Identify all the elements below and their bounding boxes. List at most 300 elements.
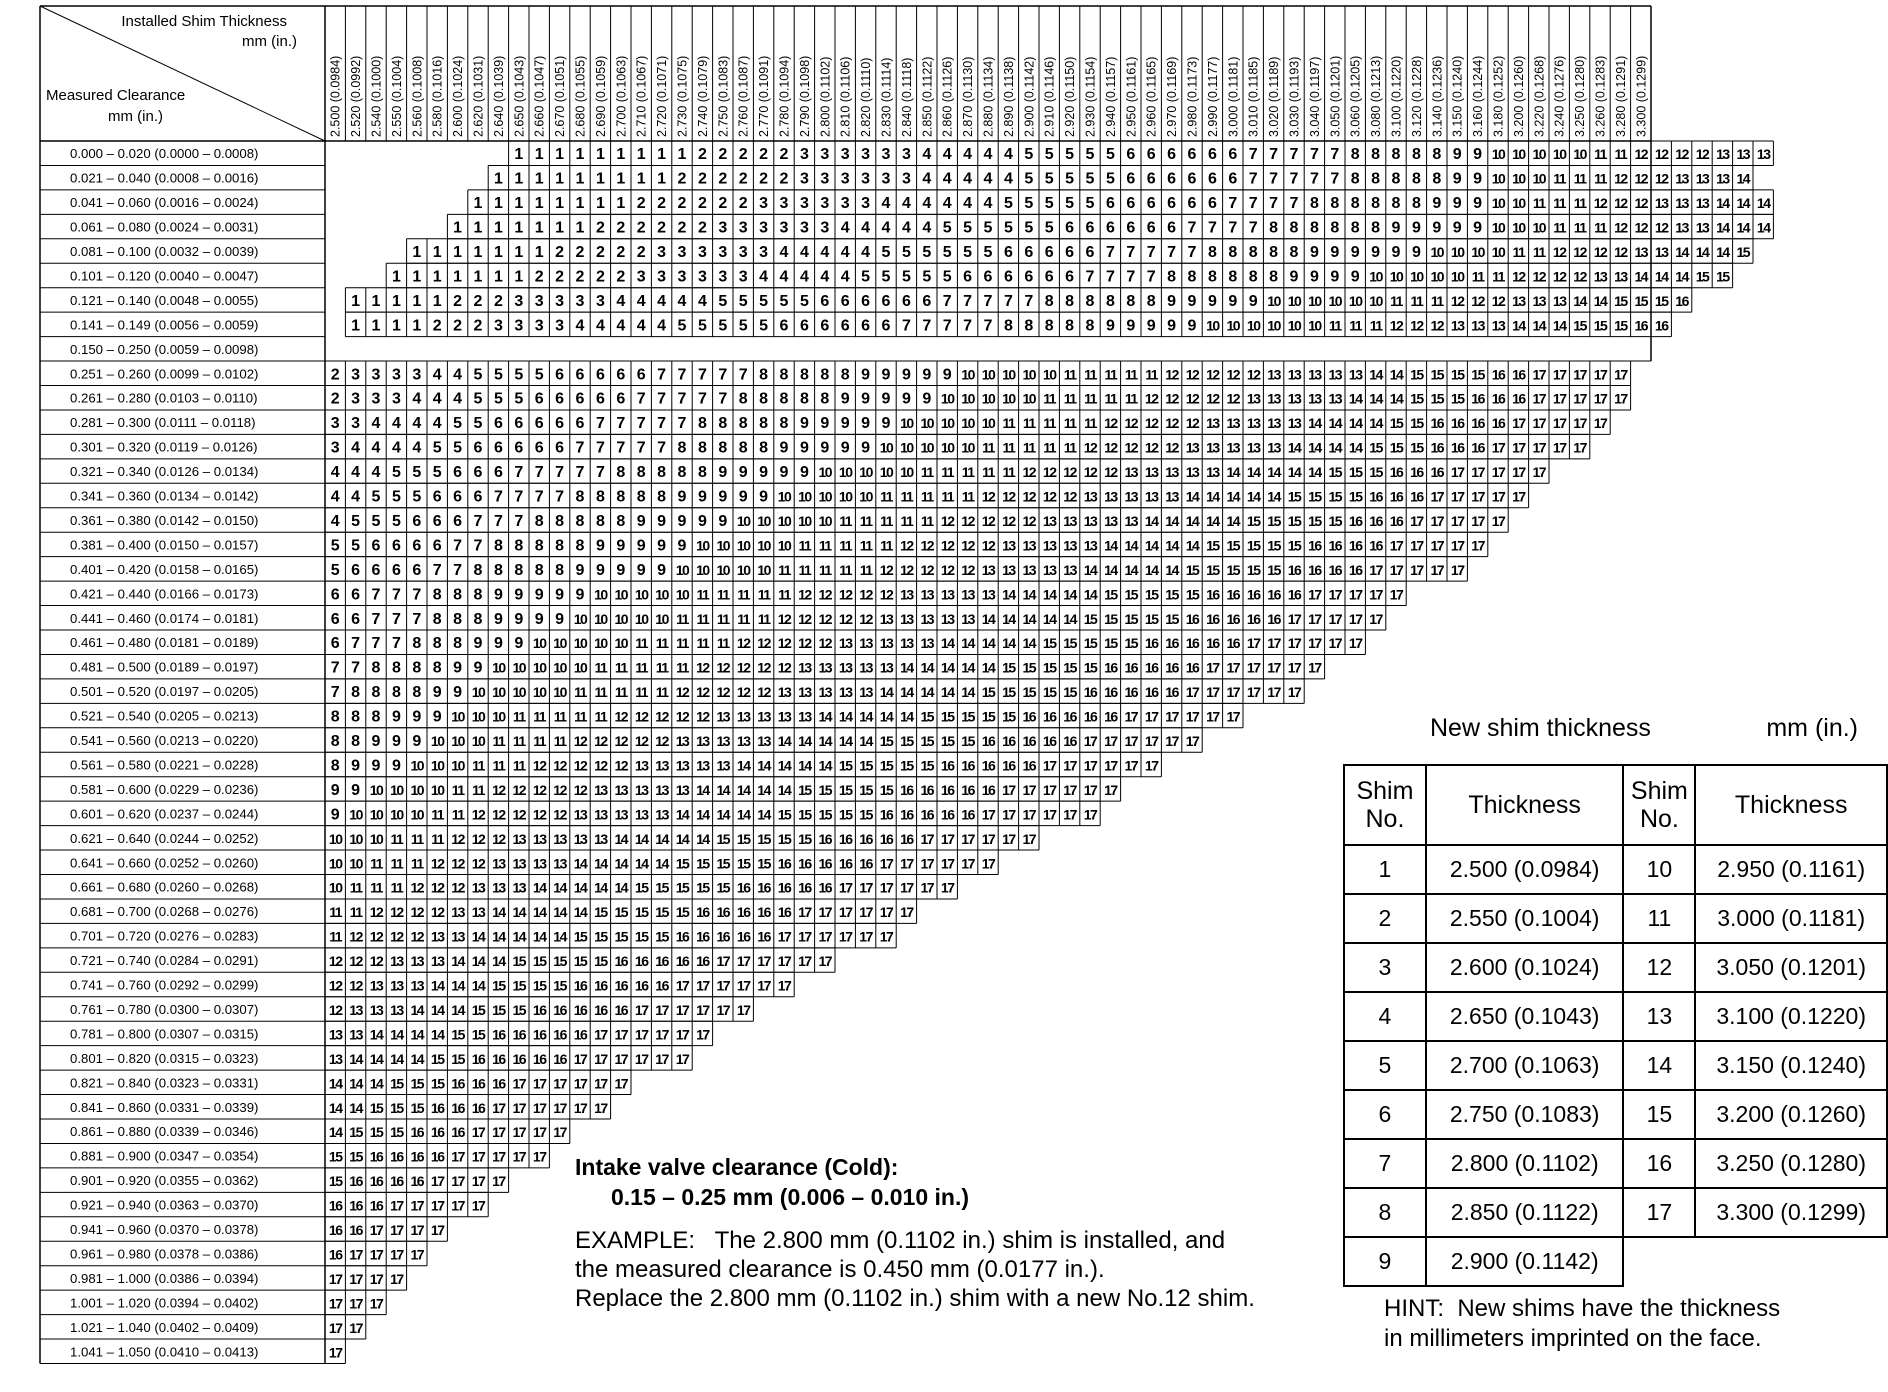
shim-cell-value: 8 xyxy=(697,464,707,482)
shim-cell-value: 13 xyxy=(1124,464,1138,481)
shim-cell-value: 17 xyxy=(900,904,913,921)
shim-cell-value: 14 xyxy=(532,879,546,896)
shim-cell-value: 16 xyxy=(859,830,872,847)
shim-cell-value: 11 xyxy=(655,635,668,652)
shim-cell-value: 16 xyxy=(838,830,852,847)
measured-clearance-label: 0.101 – 0.120 (0.0040 – 0.0047) xyxy=(70,268,259,284)
shim-cell-value: 10 xyxy=(1348,292,1362,309)
shim-cell-value: 12 xyxy=(920,561,934,578)
shim-cell-value: 13 xyxy=(1165,464,1178,481)
shim-cell-value: 14 xyxy=(777,757,791,774)
shim-cell-value: 9 xyxy=(1391,244,1401,262)
shim-cell-value: 13 xyxy=(1042,537,1056,554)
shim-cell-value: 16 xyxy=(675,953,689,970)
shim-cell-value: 14 xyxy=(940,684,954,701)
shim-no-2: 14 xyxy=(1623,1041,1695,1090)
shim-cell-value: 8 xyxy=(799,390,809,408)
shim-cell-value: 13 xyxy=(1328,390,1342,407)
measured-clearance-label: 0.141 – 0.149 (0.0056 – 0.0059) xyxy=(70,317,259,333)
shim-cell-value: 17 xyxy=(1450,464,1464,481)
shim-cell-value: 3 xyxy=(840,195,850,213)
shim-cell-value: 14 xyxy=(471,977,485,994)
shim-cell-value: 13 xyxy=(1348,366,1362,383)
shim-cell-value: 13 xyxy=(736,733,750,750)
shim-cell-value: 11 xyxy=(920,488,933,505)
shim-cell-value: 16 xyxy=(1226,635,1240,652)
shim-cell-value: 13 xyxy=(594,781,607,798)
shim-cell-value: 17 xyxy=(696,1026,709,1043)
shim-cell-value: 6 xyxy=(514,439,524,457)
shim-cell-value: 9 xyxy=(555,610,565,628)
shim-cell-value: 10 xyxy=(1389,268,1403,285)
shim-cell-value: 15 xyxy=(1124,586,1138,603)
shim-cell-value: 17 xyxy=(1348,635,1362,652)
shim-cell-value: 6 xyxy=(1207,146,1217,164)
shim-cell-value: 13 xyxy=(349,1001,362,1018)
shim-cell-value: 12 xyxy=(1124,439,1138,456)
shim-cell-value: 7 xyxy=(1289,195,1299,213)
installed-thickness-header: 3.100 (0.1220) xyxy=(1389,55,1404,137)
shim-cell-value: 7 xyxy=(391,586,401,604)
shim-cell-value: 14 xyxy=(349,1050,362,1067)
shim-cell-value: 13 xyxy=(1634,244,1648,261)
shim-cell-value: 3 xyxy=(677,268,687,286)
shim-cell-value: 6 xyxy=(555,415,565,433)
shim-cell-value: 2 xyxy=(432,317,442,335)
shim-cell-value: 8 xyxy=(738,390,748,408)
shim-cell-value: 17 xyxy=(1042,781,1056,798)
shim-cell-value: 4 xyxy=(330,488,340,506)
shim-cell-value: 1 xyxy=(595,195,605,213)
shim-cell-value: 1 xyxy=(371,317,381,335)
shim-cell-value: 4 xyxy=(901,219,911,237)
shim-cell-value: 16 xyxy=(369,1197,383,1214)
shim-cell-value: 9 xyxy=(1432,219,1442,237)
shim-cell-value: 12 xyxy=(981,512,995,529)
shim-cell-value: 11 xyxy=(961,488,974,505)
shim-cell-value: 17 xyxy=(410,1197,424,1214)
shim-cell-value: 14 xyxy=(757,806,770,823)
shim-cell-value: 8 xyxy=(534,537,544,555)
shim-cell-value: 13 xyxy=(920,635,934,652)
shim-cell-value: 1 xyxy=(616,146,626,164)
shim-cell-value: 11 xyxy=(818,537,831,554)
shim-cell-value: 13 xyxy=(573,806,587,823)
shim-cell-value: 8 xyxy=(453,610,463,628)
measured-clearance-label: 0.021 – 0.040 (0.0008 – 0.0016) xyxy=(70,170,259,186)
shim-cell-value: 17 xyxy=(961,855,974,872)
shim-cell-value: 14 xyxy=(512,904,526,921)
shim-cell-value: 11 xyxy=(696,610,709,627)
shim-cell-value: 17 xyxy=(1124,733,1138,750)
shim-cell-value: 1 xyxy=(391,317,401,335)
shim-cell-value: 9 xyxy=(718,488,728,506)
shim-cell-value: 17 xyxy=(1144,708,1158,725)
shim-cell-value: 9 xyxy=(493,610,503,628)
shim-cell-value: 17 xyxy=(757,977,770,994)
shim-cell-value: 12 xyxy=(777,635,791,652)
shim-cell-value: 3 xyxy=(779,219,789,237)
shim-cell-value: 11 xyxy=(512,708,525,725)
shim-cell-value: 17 xyxy=(1614,366,1627,383)
shim-cell-value: 16 xyxy=(1450,439,1464,456)
shim-cell-value: 15 xyxy=(736,830,750,847)
shim-cell-value: 4 xyxy=(983,146,993,164)
shim-cell-value: 13 xyxy=(553,855,566,872)
shim-cell-value: 13 xyxy=(879,610,893,627)
shim-cell-value: 6 xyxy=(861,292,871,310)
shim-cell-value: 16 xyxy=(594,977,607,994)
shim-cell-value: 6 xyxy=(473,464,483,482)
shim-cell-value: 4 xyxy=(840,219,850,237)
shim-cell-value: 16 xyxy=(1389,512,1403,529)
shim-cell-value: 15 xyxy=(655,904,668,921)
shim-cell-value: 11 xyxy=(614,684,627,701)
shim-cell-value: 11 xyxy=(1104,366,1117,383)
shim-cell-value: 17 xyxy=(1512,439,1525,456)
shim-cell-value: 16 xyxy=(634,977,648,994)
shim-cell-value: 11 xyxy=(492,757,505,774)
shim-cell-value: 6 xyxy=(432,488,442,506)
shim-cell-value: 12 xyxy=(492,781,505,798)
shim-cell-value: 5 xyxy=(1003,195,1013,213)
shim-cell-value: 12 xyxy=(1634,146,1648,163)
shim-cell-value: 2 xyxy=(453,317,463,335)
shim-cell-value: 8 xyxy=(820,366,830,384)
shim-cell-value: 8 xyxy=(636,488,646,506)
shim-cell-value: 8 xyxy=(371,708,381,726)
shim-cell-value: 10 xyxy=(1471,244,1484,261)
shim-cell-value: 1 xyxy=(616,195,626,213)
shim-cell-value: 14 xyxy=(1736,170,1750,187)
installed-thickness-header: 2.980 (0.1173) xyxy=(1185,56,1200,137)
shim-cell-value: 14 xyxy=(1573,292,1586,309)
shim-cell-value: 4 xyxy=(942,146,952,164)
shim-cell-value: 16 xyxy=(716,928,730,945)
shim-cell-value: 13 xyxy=(1165,488,1178,505)
shim-cell-value: 15 xyxy=(1389,415,1403,432)
shim-cell-value: 11 xyxy=(472,757,484,774)
shim-cell-value: 9 xyxy=(861,390,871,408)
shim-cell-value: 7 xyxy=(1105,244,1115,262)
shim-cell-value: 7 xyxy=(555,488,565,506)
shim-cell-value: 17 xyxy=(961,830,974,847)
shim-cell-value: 16 xyxy=(1267,610,1280,627)
shim-cell-value: 8 xyxy=(1085,292,1095,310)
shim-cell-value: 10 xyxy=(410,806,424,823)
shim-cell-value: 10 xyxy=(1410,268,1423,285)
shim-cell-value: 15 xyxy=(1022,684,1036,701)
shim-cell-value: 6 xyxy=(1228,146,1238,164)
shim-cell-value: 10 xyxy=(328,879,342,896)
shim-cell-value: 16 xyxy=(1389,488,1403,505)
shim-cell-value: 17 xyxy=(369,1246,383,1263)
shim-cell-value: 12 xyxy=(614,733,628,750)
shim-cell-value: 10 xyxy=(512,684,526,701)
shim-cell-value: 17 xyxy=(655,1001,668,1018)
shim-cell-value: 9 xyxy=(738,464,748,482)
shim-cell-value: 14 xyxy=(1144,512,1158,529)
shim-cell-value: 14 xyxy=(798,733,811,750)
shim-cell-value: 10 xyxy=(410,757,424,774)
shim-cell-value: 17 xyxy=(1104,757,1117,774)
shim-cell-value: 13 xyxy=(1206,415,1219,432)
shim-cell-value: 11 xyxy=(1043,390,1056,407)
shim-cell-value: 17 xyxy=(1389,561,1403,578)
shim-cell-value: 14 xyxy=(1185,512,1199,529)
shim-cell-value: 5 xyxy=(1024,170,1034,188)
shim-cell-value: 16 xyxy=(390,1148,403,1165)
shim-no: 5 xyxy=(1344,1041,1426,1090)
shim-cell-value: 10 xyxy=(614,610,628,627)
shim-cell-value: 8 xyxy=(1371,146,1381,164)
installed-thickness-header: 2.790 (0.1098) xyxy=(797,55,812,137)
shim-cell-value: 12 xyxy=(1471,292,1484,309)
shim-cell-value: 12 xyxy=(1104,464,1117,481)
installed-thickness-header: 2.740 (0.1079) xyxy=(695,55,710,137)
shim-cell-value: 14 xyxy=(328,1124,342,1141)
shim-cell-value: 16 xyxy=(553,1050,566,1067)
shim-cell-value: 14 xyxy=(532,904,546,921)
shim-cell-value: 12 xyxy=(410,904,424,921)
shim-cell-value: 1 xyxy=(595,170,605,188)
shim-cell-value: 15 xyxy=(1450,390,1464,407)
shim-cell-value: 3 xyxy=(697,244,707,262)
shim-cell-value: 8 xyxy=(595,488,605,506)
shim-cell-value: 9 xyxy=(514,610,524,628)
shim-no-2: 10 xyxy=(1623,845,1695,894)
shim-cell-value: 12 xyxy=(1430,317,1444,334)
measured-clearance-label: 0.661 – 0.680 (0.0260 – 0.0268) xyxy=(70,879,259,895)
shim-cell-value: 4 xyxy=(351,439,361,457)
shim-cell-value: 15 xyxy=(859,781,872,798)
shim-cell-value: 11 xyxy=(370,879,382,896)
shim-cell-value: 10 xyxy=(1308,317,1321,334)
measured-clearance-label: 0.541 – 0.560 (0.0213 – 0.0220) xyxy=(70,733,259,749)
installed-thickness-header: 2.800 (0.1102) xyxy=(818,56,833,137)
shim-cell-value: 3 xyxy=(555,317,565,335)
shim-cell-value: 16 xyxy=(349,1222,362,1239)
shim-cell-value: 14 xyxy=(1756,195,1770,212)
shim-cell-value: 12 xyxy=(1165,439,1178,456)
shim-cell-value: 8 xyxy=(820,390,830,408)
shim-cell-value: 16 xyxy=(900,781,913,798)
shim-cell-value: 16 xyxy=(492,1050,505,1067)
shim-cell-value: 4 xyxy=(942,195,952,213)
shim-cell-value: 15 xyxy=(1614,317,1627,334)
shim-cell-value: 5 xyxy=(1085,170,1095,188)
shim-cell-value: 17 xyxy=(1287,659,1301,676)
hint-line-2: in millimeters imprinted on the face. xyxy=(1384,1325,1762,1352)
installed-thickness-header: 2.750 (0.1083) xyxy=(716,55,731,137)
measured-clearance-label: 0.601 – 0.620 (0.0237 – 0.0244) xyxy=(70,806,259,822)
shim-cell-value: 11 xyxy=(1022,415,1035,432)
shim-cell-value: 12 xyxy=(1654,170,1668,187)
shim-cell-value: 4 xyxy=(881,219,891,237)
shim-cell-value: 16 xyxy=(369,1148,383,1165)
shim-cell-value: 17 xyxy=(328,1344,342,1361)
measured-clearance-label: 0.921 – 0.940 (0.0363 – 0.0370) xyxy=(70,1197,259,1213)
installed-thickness-header: 2.920 (0.1150) xyxy=(1063,56,1078,137)
shim-cell-value: 17 xyxy=(920,830,934,847)
shim-cell-value: 10 xyxy=(614,586,628,603)
shim-cell-value: 10 xyxy=(1491,244,1505,261)
shim-cell-value: 13 xyxy=(1246,415,1260,432)
shim-cell-value: 16 xyxy=(1491,415,1505,432)
shim-cell-value: 6 xyxy=(473,488,483,506)
shim-cell-value: 6 xyxy=(616,390,626,408)
shim-cell-value: 13 xyxy=(757,708,770,725)
shim-cell-value: 12 xyxy=(1104,439,1117,456)
shim-cell-value: 12 xyxy=(471,830,485,847)
shim-cell-value: 13 xyxy=(920,610,934,627)
shim-cell-value: 8 xyxy=(616,488,626,506)
shim-cell-value: 11 xyxy=(676,635,688,652)
shim-cell-value: 15 xyxy=(369,1099,383,1116)
shim-cell-value: 16 xyxy=(1348,512,1362,529)
shim-cell-value: 8 xyxy=(1269,268,1279,286)
shim-cell-value: 12 xyxy=(471,806,485,823)
shim-cell-value: 8 xyxy=(779,390,789,408)
shim-cell-value: 17 xyxy=(1552,415,1566,432)
shim-cell-value: 5 xyxy=(391,512,401,530)
shim-cell-value: 12 xyxy=(757,635,770,652)
measured-clearance-label: 0.761 – 0.780 (0.0300 – 0.0307) xyxy=(70,1001,259,1017)
shim-cell-value: 14 xyxy=(981,659,995,676)
shim-cell-value: 9 xyxy=(881,415,891,433)
shim-cell-value: 8 xyxy=(677,464,687,482)
shim-cell-value: 12 xyxy=(614,757,628,774)
shim-cell-value: 3 xyxy=(697,268,707,286)
shim-cell-value: 2 xyxy=(555,268,565,286)
shim-cell-value: 17 xyxy=(614,1050,628,1067)
shim-cell-value: 16 xyxy=(1634,317,1648,334)
shim-cell-value: 12 xyxy=(736,684,750,701)
shim-cell-value: 15 xyxy=(594,928,607,945)
shim-cell-value: 5 xyxy=(881,244,891,262)
shim-cell-value: 14 xyxy=(1287,439,1301,456)
shim-cell-value: 1 xyxy=(391,292,401,310)
shim-cell-value: 14 xyxy=(798,757,811,774)
shim-cell-value: 16 xyxy=(1083,708,1097,725)
shim-cell-value: 4 xyxy=(351,488,361,506)
shim-cell-value: 15 xyxy=(675,879,689,896)
shim-cell-value: 12 xyxy=(1185,415,1199,432)
shim-cell-value: 4 xyxy=(881,195,891,213)
shim-cell-value: 10 xyxy=(512,659,526,676)
shim-cell-value: 7 xyxy=(677,390,687,408)
shim-cell-value: 17 xyxy=(900,855,913,872)
shim-cell-value: 15 xyxy=(859,757,872,774)
shim-cell-value: 17 xyxy=(777,953,791,970)
shim-cell-value: 7 xyxy=(983,292,993,310)
shim-cell-value: 15 xyxy=(1165,586,1178,603)
shim-cell-value: 6 xyxy=(1207,195,1217,213)
shim-cell-value: 5 xyxy=(799,292,809,310)
shim-cell-value: 17 xyxy=(940,830,954,847)
shim-cell-value: 3 xyxy=(657,268,667,286)
shim-cell-value: 13 xyxy=(594,806,607,823)
shim-cell-value: 17 xyxy=(736,977,750,994)
shim-cell-value: 5 xyxy=(922,268,932,286)
shim-cell-value: 11 xyxy=(1532,195,1545,212)
installed-thickness-header: 2.550 (0.1004) xyxy=(389,55,404,137)
shim-cell-value: 13 xyxy=(1185,464,1199,481)
shim-cell-value: 11 xyxy=(1063,439,1076,456)
shim-cell-value: 13 xyxy=(1083,537,1097,554)
shim-cell-value: 17 xyxy=(675,1001,689,1018)
shim-cell-value: 9 xyxy=(1411,244,1421,262)
shim-cell-value: 14 xyxy=(1348,439,1362,456)
shim-cell-value: 15 xyxy=(594,953,607,970)
shim-cell-value: 10 xyxy=(1287,317,1301,334)
shim-cell-value: 11 xyxy=(1002,415,1015,432)
shim-cell-value: 17 xyxy=(838,928,852,945)
shim-cell-value: 14 xyxy=(1063,586,1076,603)
shim-cell-value: 12 xyxy=(798,586,811,603)
shim-cell-value: 16 xyxy=(1450,415,1464,432)
shim-cell-value: 15 xyxy=(471,1026,485,1043)
shim-cell-value: 5 xyxy=(779,292,789,310)
shim-cell-value: 14 xyxy=(838,733,852,750)
shim-cell-value: 12 xyxy=(1654,146,1668,163)
shim-cell-value: 9 xyxy=(514,635,524,653)
shim-cell-value: 10 xyxy=(471,708,485,725)
shim-cell-value: 11 xyxy=(1492,268,1504,285)
shim-cell-value: 15 xyxy=(1410,390,1423,407)
shim-cell-value: 13 xyxy=(1614,268,1627,285)
shim-cell-value: 14 xyxy=(961,684,974,701)
shim-cell-value: 11 xyxy=(390,830,403,847)
shim-cell-value: 8 xyxy=(1146,292,1156,310)
shim-cell-value: 12 xyxy=(1573,268,1586,285)
shim-cell-value: 15 xyxy=(430,1050,444,1067)
shim-cell-value: 11 xyxy=(1084,415,1096,432)
shim-cell-value: 15 xyxy=(798,806,811,823)
shim-cell-value: 11 xyxy=(1512,244,1525,261)
shim-cell-value: 15 xyxy=(390,1124,403,1141)
shim-cell-value: 10 xyxy=(1002,390,1015,407)
shim-cell-value: 14 xyxy=(1716,195,1729,212)
shim-cell-value: 14 xyxy=(1226,488,1240,505)
shim-cell-value: 17 xyxy=(1614,390,1627,407)
shim-cell-value: 13 xyxy=(1083,488,1097,505)
shim-cell-value: 12 xyxy=(553,806,566,823)
shim-thickness: 2.600 (0.1024) xyxy=(1426,943,1624,992)
shim-cell-value: 6 xyxy=(820,317,830,335)
shim-cell-value: 14 xyxy=(349,1075,362,1092)
shim-cell-value: 12 xyxy=(961,561,974,578)
shim-cell-value: 2 xyxy=(718,146,728,164)
shim-cell-value: 13 xyxy=(512,855,526,872)
shim-cell-value: 17 xyxy=(430,1197,444,1214)
shim-cell-value: 15 xyxy=(369,1124,383,1141)
shim-cell-value: 14 xyxy=(655,855,668,872)
new-shim-row xyxy=(1344,1090,1887,1139)
shim-cell-value: 11 xyxy=(1410,292,1423,309)
installed-thickness-header: 2.970 (0.1169) xyxy=(1165,56,1180,137)
shim-cell-value: 15 xyxy=(716,830,730,847)
col-thickness: Thickness xyxy=(1426,765,1624,845)
shim-cell-value: 12 xyxy=(675,708,689,725)
shim-cell-value: 10 xyxy=(1512,195,1525,212)
shim-cell-value: 3 xyxy=(820,146,830,164)
installed-thickness-header: 3.020 (0.1189) xyxy=(1267,56,1282,137)
shim-cell-value: 17 xyxy=(1308,586,1321,603)
shim-cell-value: 15 xyxy=(798,830,811,847)
installed-thickness-header: 3.000 (0.1181) xyxy=(1226,56,1241,137)
shim-cell-value: 14 xyxy=(1165,561,1178,578)
